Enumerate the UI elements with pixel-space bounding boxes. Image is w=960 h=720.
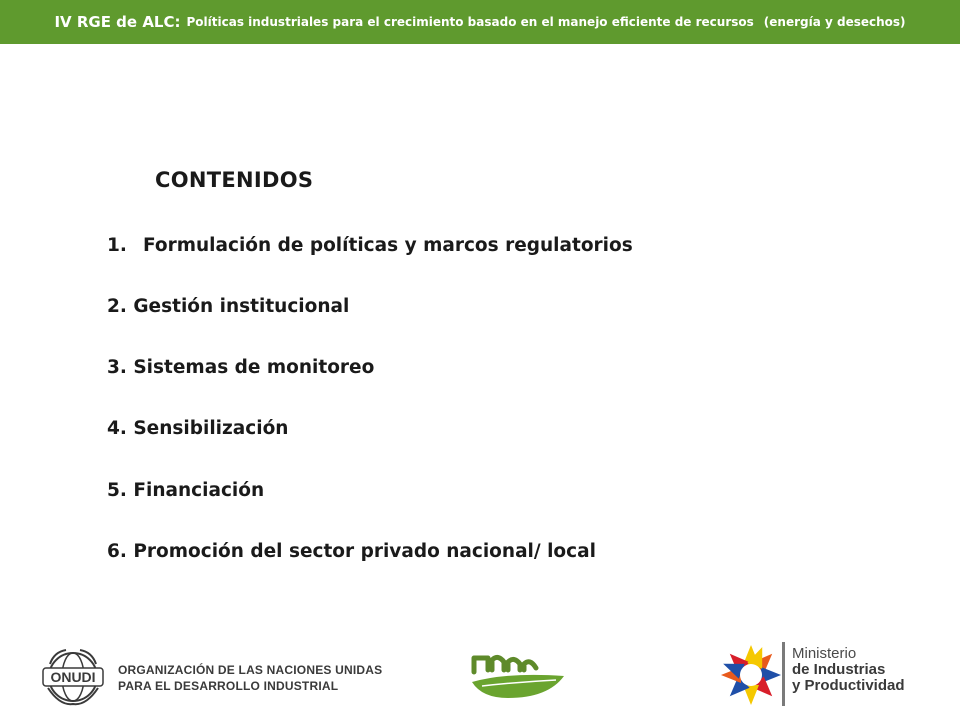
agenda-item-label: Formulación de políticas y marcos regulatorios [143,235,633,256]
header-subtitle-extra: (energía y desechos) [763,15,906,29]
agenda-item [107,296,349,317]
agenda-item [107,357,374,378]
header-title: IV RGE de ALC: [54,13,181,31]
agenda-item [107,235,633,256]
onudi-name [118,662,382,694]
agenda-item [107,480,264,501]
agenda-item-label: Financiación [133,480,265,501]
ministry-name-line2: de Industrias [792,661,886,678]
footer-logos [0,630,960,720]
ministry-name-line3: y Productividad [792,677,905,694]
agenda-item-label: Gestión institucional [133,296,350,317]
agenda-item-number: 4. [107,418,127,439]
agenda-item-number: 2. [107,296,127,317]
agenda-item-label: Sistemas de monitoreo [133,357,375,378]
contents-title: CONTENIDOS [155,168,314,192]
agenda-item-number: 5. [107,480,127,501]
header-subtitle: Políticas industriales para el crecimiento basado en el manejo eficiente de recursos [186,15,754,29]
agenda-item [107,418,288,439]
agenda-item [107,541,596,562]
agenda-item-number: 3. [107,357,127,378]
onudi-name-line1: ORGANIZACIÓN DE LAS NACIONES UNIDAS [118,663,383,677]
onudi-acronym: ONUDI [50,669,96,685]
ministry-name-line1: Ministerio [792,645,857,662]
ministry-name [792,646,905,694]
onudi-emblem-icon [40,646,106,708]
agenda-item-label: Promoción del sector privado nacional/ local [133,541,596,562]
onudi-name-line2: PARA EL DESARROLLO INDUSTRIAL [118,679,339,693]
agenda-item-number: 6. [107,541,127,562]
agenda-item-number: 1. [107,235,127,256]
ministry-divider [782,642,785,706]
ministry-sun-icon [718,638,784,712]
slide-header-bar [0,0,960,44]
green-leaf-logo-icon [468,642,568,712]
agenda-item-label: Sensibilización [133,418,289,439]
